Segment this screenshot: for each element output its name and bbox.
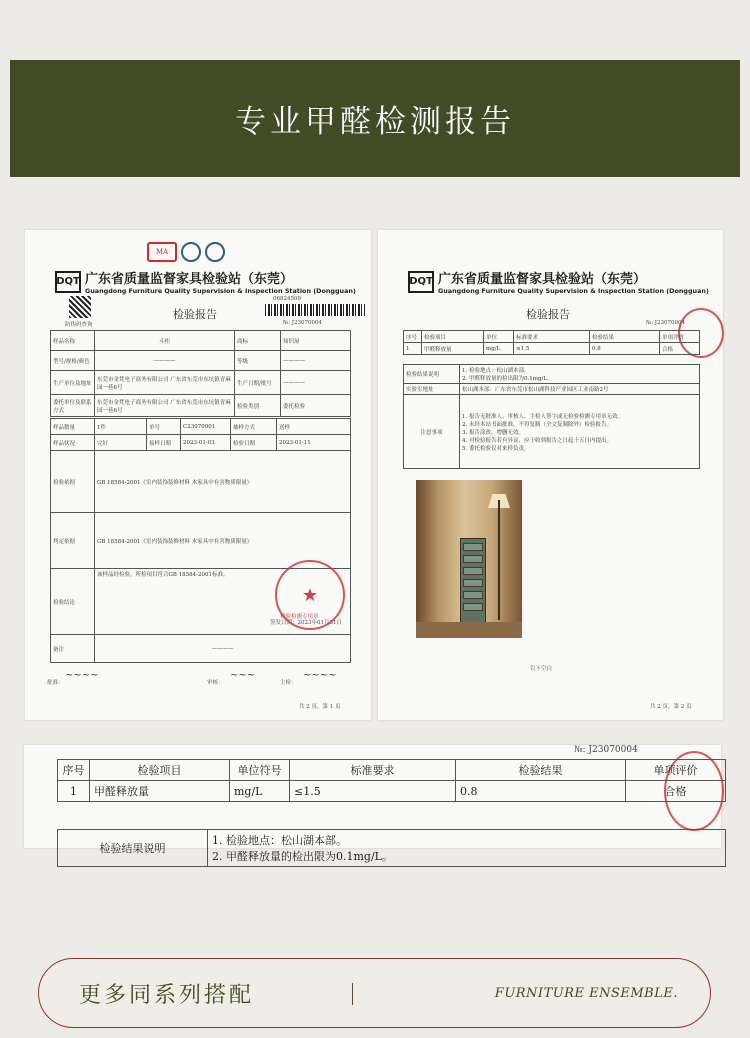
cell: mg/L (484, 343, 514, 355)
approver-signature: ~~~~ (65, 670, 99, 681)
cell: 检验依据 (51, 451, 95, 513)
series-footer (38, 958, 711, 1028)
floor (416, 622, 522, 638)
cabinet-icon (460, 538, 486, 628)
cell: 检验项目 (90, 760, 230, 781)
cnas-logo-icon (205, 242, 225, 262)
maker-signature: ~~~~ (303, 670, 337, 681)
cell: 单号 (147, 419, 181, 435)
qr-code-icon (69, 296, 91, 318)
cell: 等级 (235, 351, 281, 371)
footer-divider (352, 983, 353, 1005)
cell: ≤1.5 (514, 343, 590, 355)
cell: 样品名称 (51, 331, 95, 351)
cell: 检验结果说明 (404, 365, 460, 384)
cell: 序号 (58, 760, 90, 781)
note-line: 1. 报告无批准人、审核人、主检人签字或无检验检测专用章无效。 (462, 413, 623, 420)
page-number: 共 2 页，第 1 页 (299, 704, 341, 710)
cell: ———— (281, 351, 351, 371)
product-photo (416, 480, 522, 638)
cell: 单项评价 (660, 331, 700, 343)
report-title: 检验报告 (526, 308, 570, 321)
cell: 1件 (95, 419, 147, 435)
cell: 甲醛释放量 (422, 343, 484, 355)
cell: 样品数量 (51, 419, 95, 435)
cell: 生产单位及地址 (51, 371, 95, 395)
cell: 东莞市金梵电子商务有限公司 广东省东莞市东坑镇青麻园一巷6号 (95, 371, 235, 395)
cell: 样品状况 (51, 435, 95, 451)
report-number: №: J23070004 (574, 745, 638, 755)
cell: 检验结果 (590, 331, 660, 343)
barcode-icon (265, 304, 365, 316)
cell: 检验类别 (235, 395, 281, 417)
cell: ≤1.5 (290, 781, 456, 802)
cell: GB 18584-2001《室内装饰装修材料 木家具中有害物质限量》 (95, 451, 351, 513)
footer-title-cn: 更多同系列搭配 (79, 982, 255, 1008)
notes-table (403, 364, 700, 469)
cell: 委托单位及联系方式 (51, 395, 95, 417)
conclusion-text: 该样品经检验，所检项目符合GB 18584-2001标准。 (97, 572, 229, 578)
cell: C23070001 (181, 419, 231, 435)
info-table (50, 330, 351, 417)
maker-label: 主检： (280, 680, 297, 686)
reviewer-label: 审核： (207, 680, 224, 686)
seal-text: 检验检测专用章 (280, 614, 319, 620)
cell: 实验室地址 (404, 384, 460, 395)
cell: 委托检验 (281, 395, 351, 417)
cell: ———— (95, 635, 351, 663)
org-name-en: Guangdong Furniture Quality Supervision & Inspection Station (Dongguan) (438, 287, 709, 295)
dqt-logo-icon: DQT (408, 271, 434, 293)
zoom-result-table (57, 759, 726, 802)
cell: 型号/规格/颜色 (51, 351, 95, 371)
cell: 生产日期/批号 (235, 371, 281, 395)
cell: 0.8 (590, 343, 660, 355)
seal-star-icon: ★ (301, 584, 319, 606)
org-header (55, 268, 356, 295)
cell: 商标 (235, 331, 281, 351)
cell: 2023-01-11 (277, 435, 351, 451)
reviewer-signature: ~~~ (230, 670, 256, 681)
ilac-logo-icon (181, 242, 201, 262)
zoom-notes-table (57, 829, 726, 867)
cell: 检验结论 (51, 569, 95, 635)
cell: 1 (58, 781, 90, 802)
cell: 单项评价 (626, 760, 726, 781)
note-line: 2. 甲醛释放量的检出限为0.1mg/L。 (212, 850, 393, 863)
cell: 检验日期 (231, 435, 277, 451)
cma-logo-icon: MA (147, 242, 177, 262)
cell: 检验结果说明 (58, 830, 208, 867)
cell (208, 830, 726, 867)
sample-table (50, 418, 351, 451)
cell: 序号 (404, 331, 422, 343)
result-table (403, 330, 700, 355)
org-name-en: Guangdong Furniture Quality Supervision & Inspection Station (Dongguan) (85, 287, 356, 295)
banner (10, 60, 740, 177)
cell: 完好 (95, 435, 147, 451)
anti-fake-note: 防伪码查询 (65, 322, 93, 328)
zoomed-result-detail (24, 745, 721, 863)
cell: 抽样方式 (231, 419, 277, 435)
cell: 判定依据 (51, 513, 95, 569)
report-title: 检验报告 (173, 308, 217, 321)
note-line: 3. 报告涂改、增删无效。 (462, 429, 524, 436)
cell: 1 (404, 343, 422, 355)
cell: 送样 (277, 419, 351, 435)
blank-below: 以下空白 (530, 666, 553, 672)
cell: ———— (281, 371, 351, 395)
org-name-cn: 广东省质量监督家具检验站（东莞） (85, 272, 294, 287)
cell: 标准要求 (290, 760, 456, 781)
cell: 单位符号 (230, 760, 290, 781)
cell: mg/L (230, 781, 290, 802)
cell (460, 395, 700, 469)
cell: 合格 (626, 781, 726, 802)
page-number: 共 2 页，第 2 页 (650, 704, 692, 710)
basis-table (50, 450, 351, 663)
report-number: №: J23070004 (283, 320, 323, 326)
cell: 2023-01-03 (181, 435, 231, 451)
cell (460, 365, 700, 384)
cell: 东莞市金梵电子商务有限公司 广东省东莞市东坑镇青麻园一巷6号 (95, 395, 235, 417)
note-line: 1. 检验地点：松山湖本部。 (212, 834, 347, 847)
cell: GB 18584-2001《室内装饰装修材料 木家具中有害物质限量》 (95, 513, 351, 569)
cell: 0.8 (456, 781, 626, 802)
cell: 检验结果 (456, 760, 626, 781)
report-page-1 (25, 230, 371, 720)
report-page-2 (378, 230, 723, 720)
cell: 斗柜 (95, 331, 235, 351)
cell: 单位 (484, 331, 514, 343)
cell: ———— (95, 351, 235, 371)
cell: 合格 (660, 343, 700, 355)
footer-title-en: FURNITURE ENSEMBLE. (494, 985, 678, 1001)
report-number: №: J23070004 (646, 320, 686, 326)
org-name-cn: 广东省质量监督家具检验站（东莞） (438, 272, 647, 287)
cell: 标准要求 (514, 331, 590, 343)
note-line: 5. 委托检验仅对来样负责。 (462, 445, 530, 452)
note-line: 4. 对检验报告若有异议，应于收到报告之日起十五日内提出。 (462, 437, 612, 444)
cell: 检验项目 (422, 331, 484, 343)
note-line: 2. 甲醛释放量的检出限为0.1mg/L。 (462, 376, 553, 382)
approver-label: 批准： (47, 680, 64, 686)
note-line: 2. 未经本站书面批准，不得复制（全文复制除外）检验报告。 (462, 421, 612, 428)
dqt-logo-icon: DQT (55, 271, 81, 293)
issue-date: 签发日期：2023年01月31日 (270, 620, 342, 626)
cell: 松山湖本部：广东省东莞市松山湖科技产业园区工业南路2号 (460, 384, 700, 395)
org-header (408, 268, 709, 295)
cell: 知识屋 (281, 331, 351, 351)
serial-number: 06824509 (273, 296, 301, 302)
cell: 接样日期 (147, 435, 181, 451)
cell: 注意事项 (404, 395, 460, 469)
cell: 甲醛释放量 (90, 781, 230, 802)
cell: 备注 (51, 635, 95, 663)
banner-title: 专业甲醛检测报告 (235, 104, 515, 140)
lamp-pole (498, 500, 500, 620)
note-line: 1. 检验地点：松山湖本部。 (462, 368, 530, 374)
